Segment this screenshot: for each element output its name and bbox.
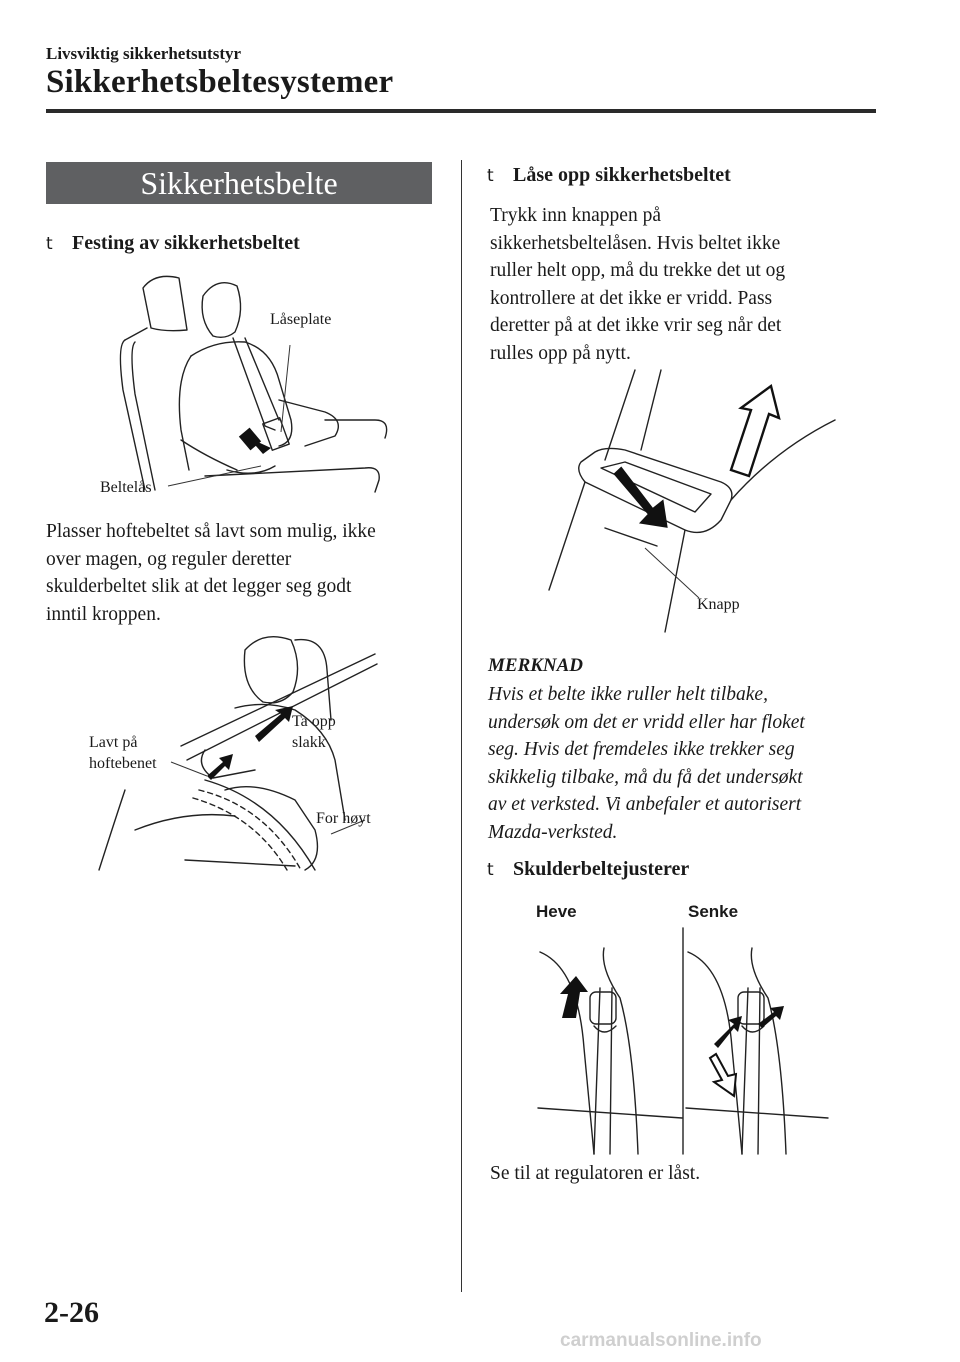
seatbelt-illustration [227, 338, 289, 473]
label-button: Knapp [697, 596, 740, 613]
section-heading-unfastening [487, 164, 731, 187]
heading-text: Låse opp sikkerhetsbeltet [513, 164, 731, 186]
paragraph-unfasten [490, 202, 870, 367]
label-low-on-hips [89, 732, 157, 774]
chapter-title: Sikkerhetsbeltesystemer [46, 64, 394, 100]
page-number: 2-26 [44, 1296, 99, 1329]
buckle-illustration [549, 370, 835, 632]
heading-text: Skulderbeltejusterer [513, 858, 690, 880]
seatbelt-illustration [181, 654, 377, 870]
adjuster-raise [538, 948, 682, 1154]
text-line: Trykk inn knappen på [490, 205, 661, 226]
label-take-up-slack [292, 711, 336, 753]
heading-bullet: t [487, 860, 494, 880]
adjuster-lower [686, 948, 828, 1154]
text-line: skikkelig tilbake, må du få det undersøkt [488, 766, 803, 788]
section-heading-adjuster [487, 858, 689, 881]
text-line: rulles opp på nytt. [490, 342, 631, 364]
text-line: inntil kroppen. [46, 603, 161, 625]
text-line: Hvis et belte ikke ruller helt tilbake, [488, 684, 768, 705]
figure-release-button [545, 370, 835, 632]
text-line: deretter på at det ikke vrir seg når det [490, 315, 782, 336]
text-line: Plasser hoftebeltet så lavt som mulig, ikke [46, 521, 376, 542]
label-latch-plate: Låseplate [270, 311, 332, 328]
note-text [488, 681, 878, 846]
heading-text: Festing av sikkerhetsbeltet [72, 232, 300, 254]
leader-line-plate [281, 345, 290, 432]
figure-shoulder-adjuster [538, 928, 828, 1160]
label-line: hoftebenet [89, 755, 157, 772]
note-title: MERKNAD [488, 655, 584, 676]
closing-text: Se til at regulatoren er låst. [490, 1163, 701, 1184]
leader-line-button [645, 548, 699, 598]
label-line: Lavt på [89, 734, 138, 751]
text-line: skulderbeltet slik at det legger seg godt [46, 576, 352, 597]
paragraph-lap-belt [46, 518, 446, 628]
text-line: sikkerhetsbeltelåsen. Hvis beltet ikke [490, 232, 781, 254]
label-raise: Heve [536, 902, 577, 921]
text-line: kontrollere at det ikke er vridd. Pass [490, 287, 773, 309]
text-line: Mazda-verksted. [488, 821, 618, 843]
text-line: ruller helt opp, må du trekke det ut og [490, 260, 786, 281]
heading-bullet: t [487, 166, 494, 186]
heading-bullet: t [46, 234, 53, 254]
column-divider [461, 160, 462, 1292]
section-banner: Sikkerhetsbelte [46, 162, 432, 204]
label-too-high: For høyt [316, 810, 371, 827]
leader-line-buckle [168, 466, 261, 486]
watermark: carmanualsonline.info [560, 1330, 762, 1351]
section-heading-fastening [46, 232, 300, 255]
label-lower: Senke [688, 902, 739, 921]
text-line: undersøk om det er vridd eller har floket [488, 711, 805, 733]
figure-fastening-belt [95, 270, 395, 505]
text-line: over magen, og reguler deretter [46, 548, 292, 570]
label-line: slakk [292, 734, 326, 751]
text-line: seg. Hvis det fremdeles ikke trekker seg [488, 739, 795, 760]
label-line: Ta opp [292, 713, 336, 730]
seat-illustration [120, 276, 187, 490]
text-line: av et verksted. Vi anbefaler et autorisert [488, 794, 802, 815]
header-rule [46, 109, 876, 113]
breadcrumb: Livsviktig sikkerhetsutstyr [46, 44, 242, 63]
label-buckle: Beltelås [100, 479, 152, 496]
